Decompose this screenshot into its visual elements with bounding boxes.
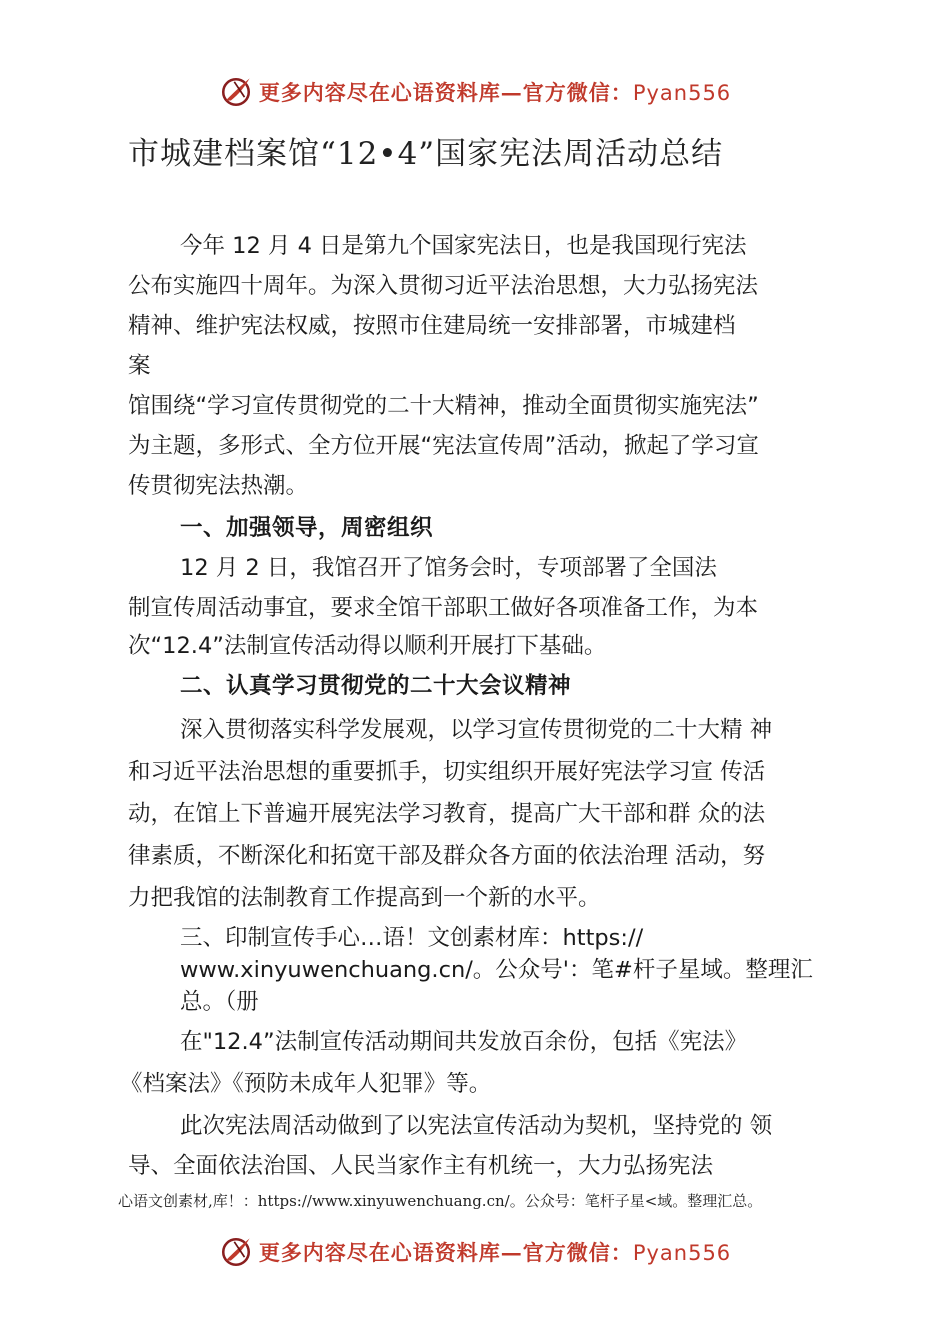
intro-line: 精神、维护宪法权威，按照市住建局统一安排部署，市城建档 (128, 313, 736, 339)
intro-line: 今年 12 月 4 日是第九个国家宪法日，也是我国现行宪法 (180, 233, 747, 259)
section-line: 和习近平法治思想的重要抓手，切实组织开展好宪法学习宣 传活 (128, 759, 766, 785)
intro-line: 为主题，多形式、全方位开展“宪法宣传周”活动，掀起了学习宣 (128, 433, 759, 459)
intro-line: 馆围绕“学习宣传贯彻党的二十大精神，推动全面贯彻实施宪法” (128, 393, 759, 419)
intro-line: 传贯彻宪法热潮。 (128, 473, 309, 499)
footer-note: 心语文创素材,库！：https://www.xinyuwenchuang.cn/。公众号：笔杆子星<域。整理汇总。 (118, 1192, 763, 1210)
section-line: 次“12.4”法制宣传活动得以顺利开展打下基础。 (128, 633, 607, 659)
section-line: 12 月 2 日，我馆召开了馆务会时，专项部署了全国法 (180, 555, 717, 581)
section-line: 《档案法》《预防未成年人犯罪》等。 (120, 1071, 492, 1097)
quill-logo-icon (219, 75, 253, 109)
banner-contact: Pyan556 (632, 81, 732, 105)
banner-contact: Pyan556 (632, 1241, 732, 1265)
section-line: 深入贯彻落实科学发展观，以学习宣传贯彻党的二十大精 神 (180, 717, 773, 743)
quill-logo-icon (219, 1235, 253, 1269)
section-heading: 二、认真学习贯彻党的二十大会议精神 (180, 673, 572, 699)
banner-text: 更多内容尽在心语资料库—官方微信：Pyan556 (258, 80, 732, 105)
section-line: 动，在馆上下普遍开展宪法学习教育，提高广大干部和群 众的法 (128, 801, 766, 827)
section-heading: www.xinyuwenchuang.cn/。公众号'：笔#杆子星域。整理汇 (180, 957, 813, 983)
closing-line: 此次宪法周活动做到了以宪法宣传活动为契机，坚持党的 领 (180, 1113, 773, 1139)
header-banner (0, 72, 950, 112)
section-line: 律素质，不断深化和拓宽干部及群众各方面的依法治理 活动，努 (128, 843, 766, 869)
document-title: 市城建档案馆“12•4”国家宪法周活动总结 (128, 136, 724, 172)
intro-line: 案 (128, 353, 151, 379)
section-heading: 一、加强领导，周密组织 (180, 515, 434, 541)
intro-line: 公布实施四十周年。为深入贯彻习近平法治思想，大力弘扬宪法 (128, 273, 759, 299)
section-line: 在"12.4”法制宣传活动期间共发放百余份，包括《宪法》 (180, 1029, 748, 1055)
section-line: 力把我馆的法制教育工作提高到一个新的水平。 (128, 885, 601, 911)
section-line: 制宣传周活动事宜，要求全馆干部职工做好各项准备工作，为本 (128, 595, 759, 621)
banner-text: 更多内容尽在心语资料库—官方微信：Pyan556 (258, 1240, 732, 1265)
footer-banner (0, 1232, 950, 1272)
section-heading: 总。（册 (180, 989, 259, 1015)
section-heading: 三、印制宣传手心…语！文创素材库：https:// (180, 925, 644, 951)
closing-line: 导、全面依法治国、人民当家作主有机统一，大力弘扬宪法 (128, 1153, 714, 1179)
